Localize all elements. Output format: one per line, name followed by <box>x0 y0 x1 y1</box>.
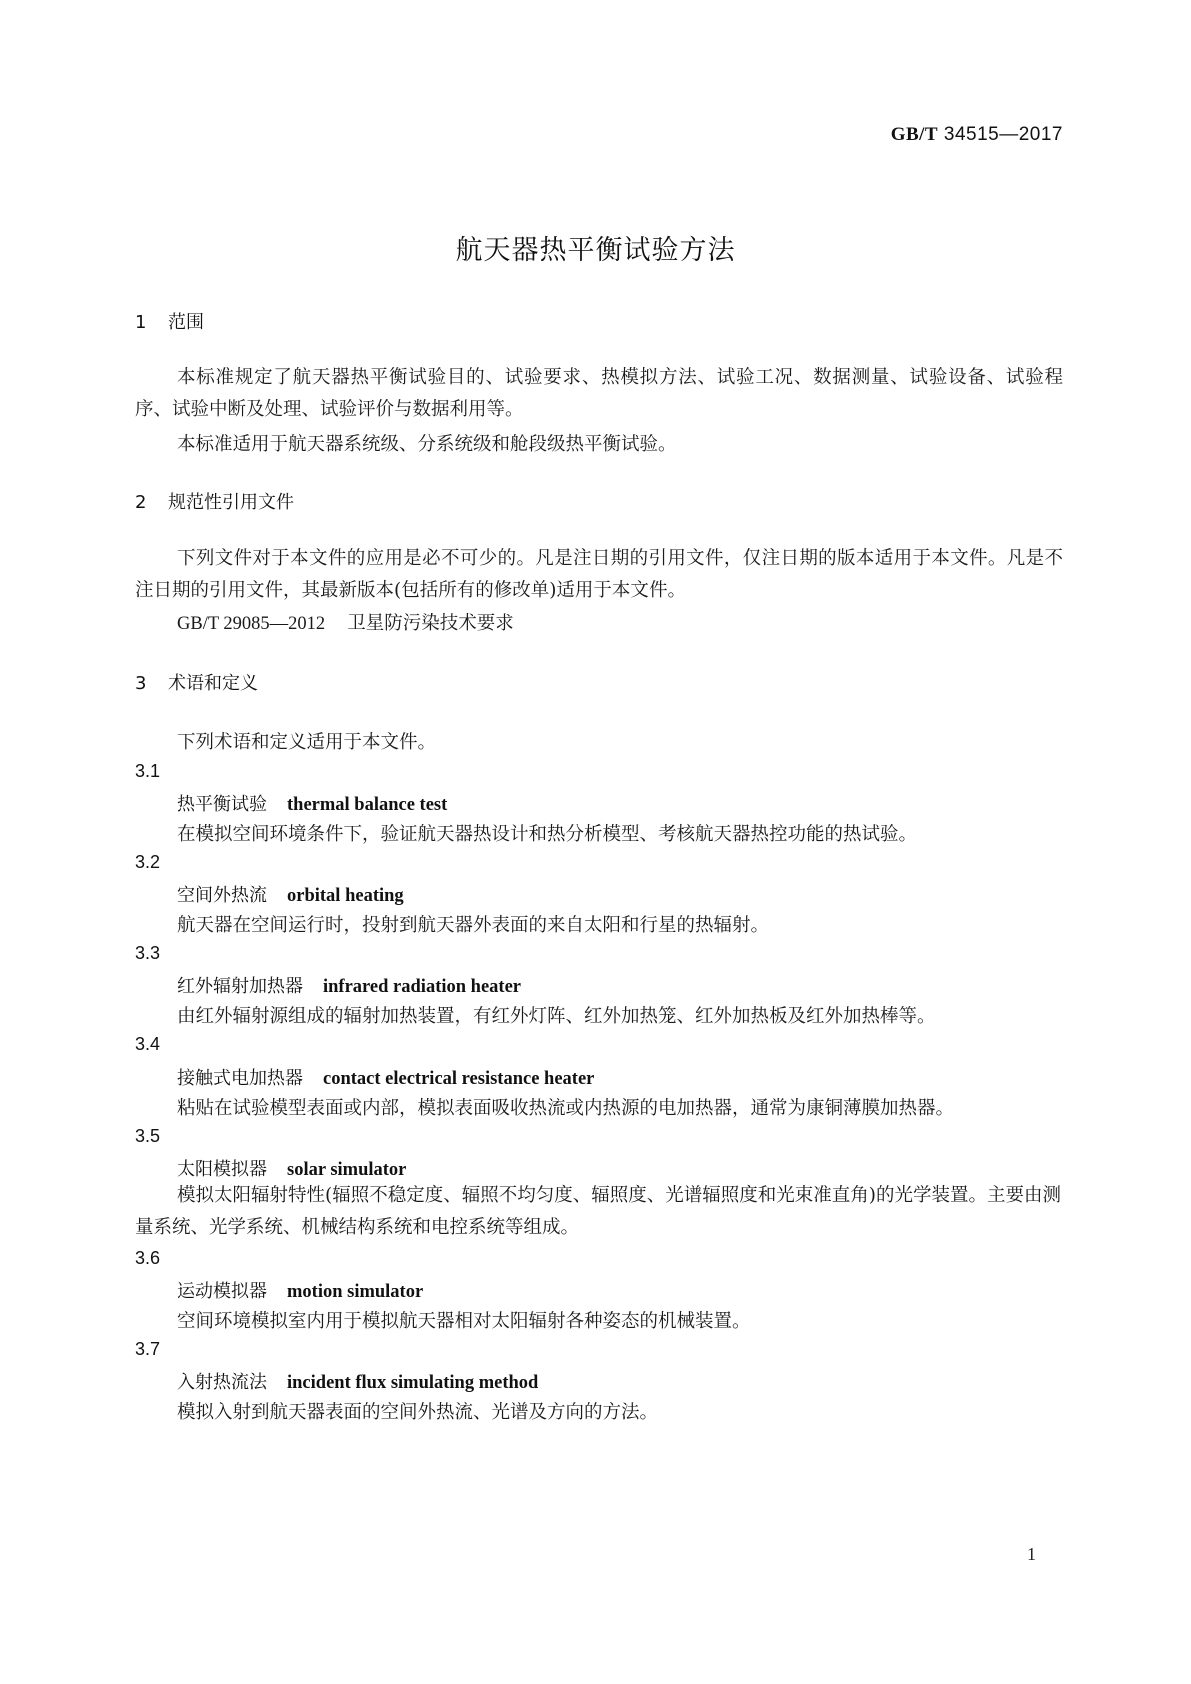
reference-title: 卫星防污染技术要求 <box>347 613 514 634</box>
term-definition: 模拟入射到航天器表面的空间外热流、光谱及方向的方法。 <box>177 1402 659 1423</box>
document-title: 航天器热平衡试验方法 <box>455 235 736 266</box>
term-english: motion simulator <box>287 1282 424 1302</box>
term-definition: 由红外辐射源组成的辐射加热装置，有红外灯阵、红外加热笼、红外加热板及红外加热棒等。 <box>177 1006 936 1027</box>
term-english: incident flux simulating method <box>287 1373 539 1393</box>
term-title <box>177 1155 406 1181</box>
term-english: solar simulator <box>287 1160 407 1180</box>
term-number: 3.3 <box>135 943 161 963</box>
term-definition: 空间环境模拟室内用于模拟航天器相对太阳辐射各种姿态的机械装置。 <box>177 1311 751 1332</box>
term-english: thermal balance test <box>287 795 448 815</box>
term-definition: 在模拟空间环境条件下，验证航天器热设计和热分析模型、考核航天器热控功能的热试验。 <box>177 824 918 845</box>
term-title <box>177 790 447 816</box>
section-number: 2 <box>135 492 147 513</box>
term-title <box>177 1064 594 1090</box>
standard-code <box>891 124 1063 146</box>
term-english: contact electrical resistance heater <box>323 1069 595 1089</box>
term-chinese: 空间外热流 <box>177 885 267 906</box>
term-title <box>177 1368 538 1394</box>
term-chinese: 入射热流法 <box>177 1372 267 1393</box>
term-title <box>177 1277 423 1303</box>
term-definition: 模拟太阳辐射特性(辐照不稳定度、辐照不均匀度、辐照度、光谱辐照度和光束准直角)的光学装置。主要由测量系统、光学系统、机械结构系统和电控系统等组成。 <box>135 1185 1061 1238</box>
section-number: 1 <box>135 312 147 333</box>
section-heading-normative <box>135 488 294 514</box>
term-chinese: 接触式电加热器 <box>177 1068 303 1089</box>
term-number: 3.6 <box>135 1248 161 1268</box>
terms-intro: 下列术语和定义适用于本文件。 <box>177 732 437 753</box>
term-title <box>177 972 521 998</box>
term-chinese: 红外辐射加热器 <box>177 976 303 997</box>
normative-paragraph: 下列文件对于本文件的应用是必不可少的。凡是注日期的引用文件，仅注日期的版本适用于本文件。凡是不注日期的引用文件，其最新版本(包括所有的修改单)适用于本文件。 <box>135 548 1063 601</box>
section-heading-terms <box>135 669 258 695</box>
term-number: 3.7 <box>135 1339 161 1359</box>
term-english: infrared radiation heater <box>323 977 521 997</box>
standard-prefix: GB/T <box>890 124 939 145</box>
section-heading-scope <box>135 308 204 334</box>
standard-number: 34515—2017 <box>943 124 1063 145</box>
term-chinese: 运动模拟器 <box>177 1281 267 1302</box>
term-number: 3.4 <box>135 1034 161 1054</box>
term-chinese: 热平衡试验 <box>177 794 267 815</box>
scope-paragraph-1: 本标准规定了航天器热平衡试验目的、试验要求、热模拟方法、试验工况、数据测量、试验设备、试验程序、试验中断及处理、试验评价与数据利用等。 <box>135 367 1063 420</box>
term-definition: 粘贴在试验模型表面或内部，模拟表面吸收热流或内热源的电加热器，通常为康铜薄膜加热器。 <box>177 1098 955 1119</box>
page-number: 1 <box>1027 1544 1036 1564</box>
section-title: 术语和定义 <box>168 673 258 694</box>
term-number: 3.1 <box>135 761 161 781</box>
term-english: orbital heating <box>287 886 404 906</box>
term-title <box>177 881 404 907</box>
term-number: 3.2 <box>135 852 161 872</box>
normative-reference <box>177 609 514 635</box>
term-chinese: 太阳模拟器 <box>177 1159 267 1180</box>
scope-paragraph-2: 本标准适用于航天器系统级、分系统级和舱段级热平衡试验。 <box>177 434 677 455</box>
section-title: 范围 <box>168 312 204 333</box>
section-number: 3 <box>135 673 147 694</box>
term-number: 3.5 <box>135 1126 161 1146</box>
term-definition: 航天器在空间运行时，投射到航天器外表面的来自太阳和行星的热辐射。 <box>177 915 770 936</box>
reference-code: GB/T 29085—2012 <box>177 614 326 634</box>
section-title: 规范性引用文件 <box>168 492 294 513</box>
